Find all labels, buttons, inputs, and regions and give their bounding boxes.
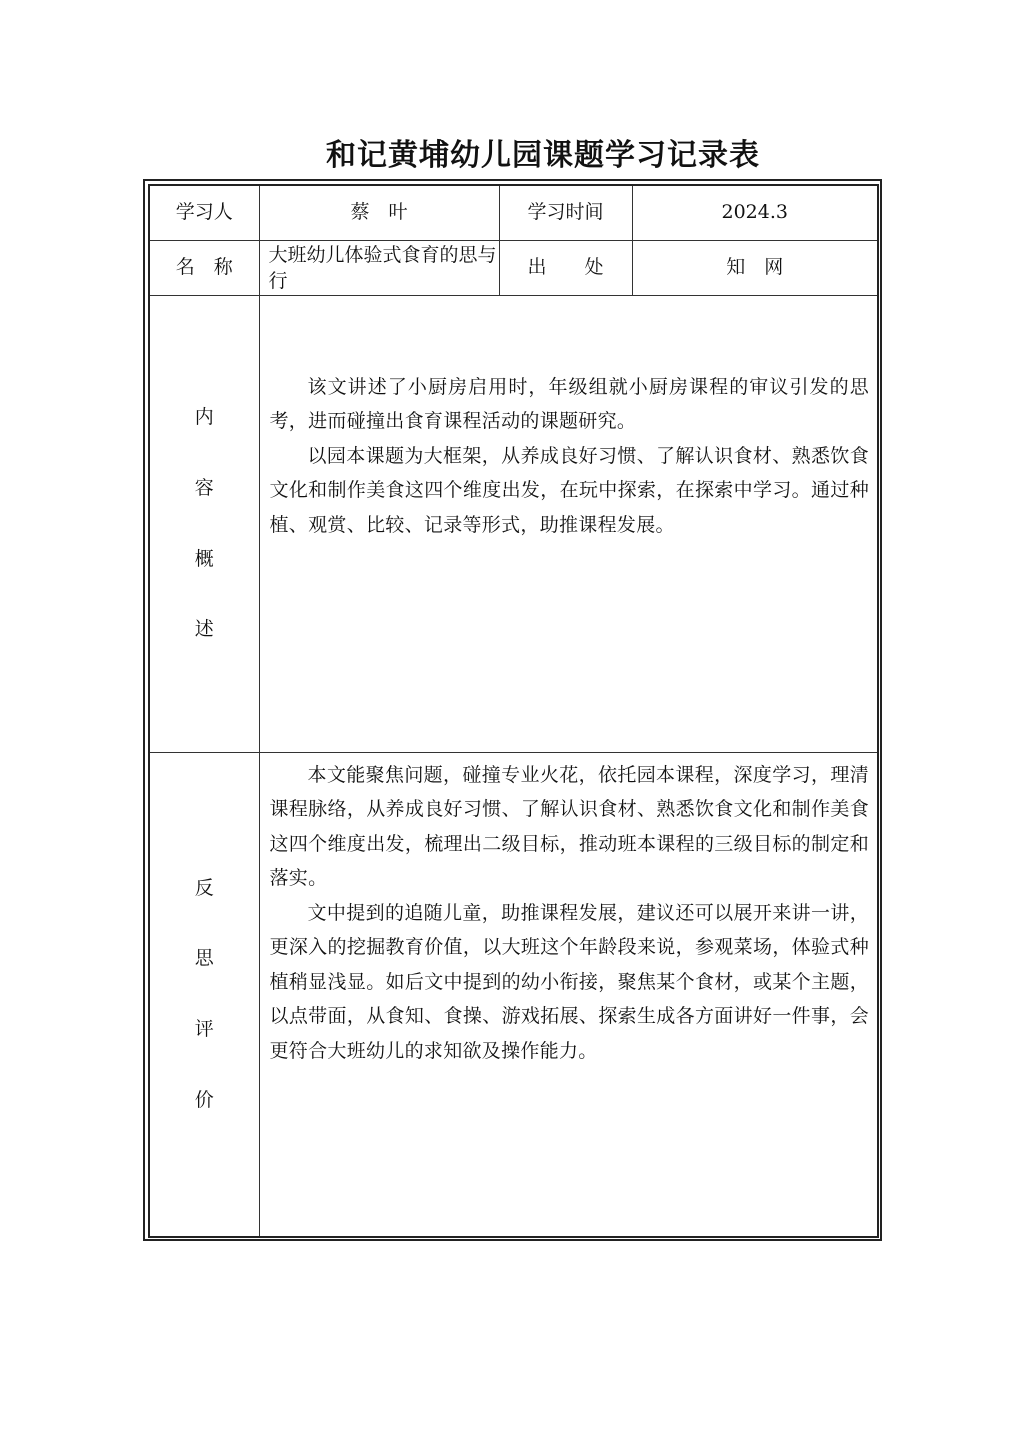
- study-time-label: 学习时间: [499, 185, 632, 240]
- summary-label-char: 概: [194, 547, 214, 570]
- reflection-label: [149, 752, 259, 1237]
- summary-content: [259, 295, 878, 752]
- summary-label-char: 内: [194, 405, 214, 428]
- paper-name-value: 大班幼儿体验式食育的思与行: [259, 240, 499, 295]
- summary-paragraph-2: 以园本课题为大框架，从养成良好习惯、了解认识食材、熟悉饮食文化和制作美食这四个维度出发，在玩中探索，在探索中学习。通过种植、观赏、比较、记录等形式，助推课程发展。: [269, 444, 869, 536]
- reflection-label-char: 反: [194, 876, 214, 899]
- learner-value: 蔡 叶: [259, 185, 499, 240]
- reflection-label-char: 评: [194, 1018, 214, 1041]
- summary-label-char: 容: [194, 476, 214, 499]
- record-table: [148, 184, 879, 1238]
- row-summary: [149, 295, 878, 752]
- source-value: 知 网: [632, 240, 878, 295]
- row-name: [149, 240, 878, 295]
- study-time-value: 2024.3: [632, 185, 878, 240]
- page-title: 和记黄埔幼儿园课题学习记录表: [326, 138, 760, 173]
- row-reflection: [149, 752, 878, 1237]
- reflection-paragraph-1: 本文能聚焦问题，碰撞专业火花，依托园本课程，深度学习，理清课程脉络，从养成良好习惯、了解认识食材、熟悉饮食文化和制作美食这四个维度出发，梳理出二级目标，推动班本课程的三级目标的制定和落实。: [269, 763, 869, 889]
- summary-label: [149, 295, 259, 752]
- summary-paragraph-1: 该文讲述了小厨房启用时，年级组就小厨房课程的审议引发的思考，进而碰撞出食育课程活动的课题研究。: [269, 375, 869, 432]
- name-label: 名 称: [149, 240, 259, 295]
- reflection-content: [259, 752, 878, 1237]
- reflection-label-char: 价: [194, 1089, 214, 1112]
- row-learner: [149, 185, 878, 240]
- source-label: 出 处: [499, 240, 632, 295]
- learner-label: 学习人: [149, 185, 259, 240]
- summary-label-char: 述: [194, 618, 214, 641]
- reflection-paragraph-2: 文中提到的追随儿童，助推课程发展，建议还可以展开来讲一讲，更深入的挖掘教育价值，以大班这个年龄段来说，参观菜场，体验式种植稍显浅显。如后文中提到的幼小衔接，聚焦某个食材，或某个主题，以点带面，从食知、食操、游戏拓展、探索生成各方面讲好一件事，会更符合大班幼儿的求知欲及操作能力。: [269, 901, 869, 1062]
- reflection-label-char: 思: [194, 947, 214, 970]
